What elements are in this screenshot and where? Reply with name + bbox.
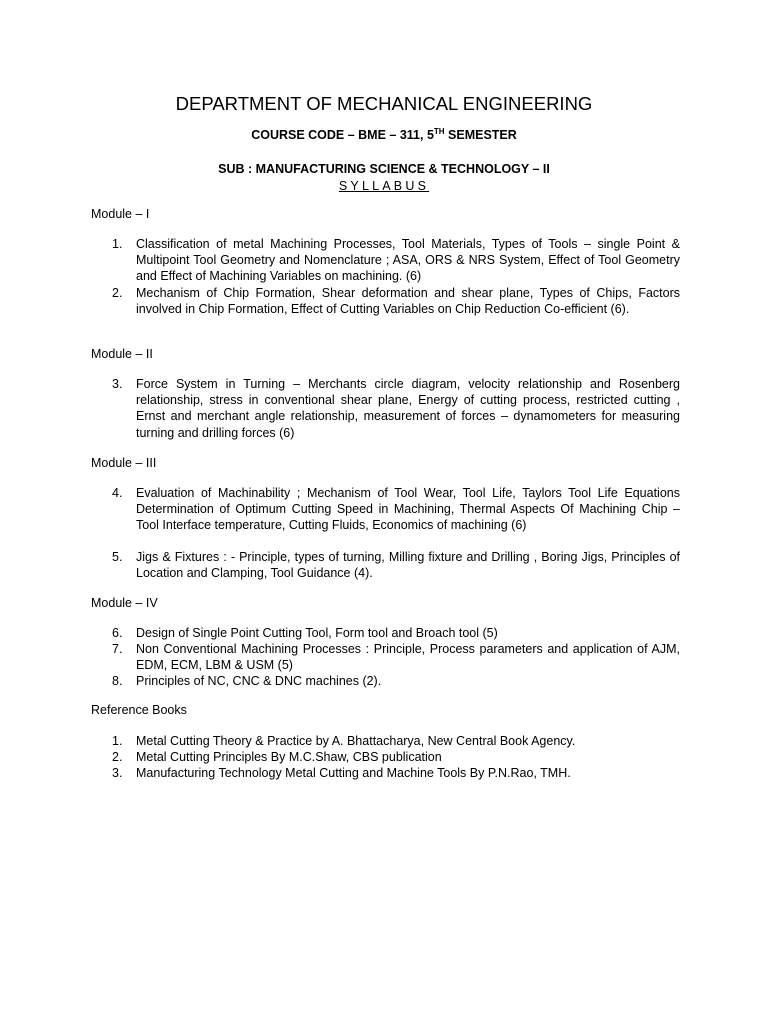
item-number: 2.	[112, 286, 123, 300]
module-2-heading: Module – II	[91, 347, 153, 361]
list-item	[112, 625, 680, 641]
list-item	[112, 285, 680, 317]
item-number: 3.	[112, 766, 123, 780]
item-text: Principles of NC, CNC & DNC machines (2).	[136, 674, 382, 688]
subject-title: SUB : MANUFACTURING SCIENCE & TECHNOLOGY – II	[218, 162, 550, 176]
department-title: DEPARTMENT OF MECHANICAL ENGINEERING	[175, 93, 593, 114]
list-item	[112, 485, 680, 534]
item-number: 4.	[112, 486, 123, 500]
module-1-heading: Module – I	[91, 207, 150, 221]
list-item	[112, 236, 680, 285]
reference-item	[112, 749, 680, 765]
item-text: Classification of metal Machining Processes, Tool Materials, Types of Tools – single Point & Multipoint Tool Geometry and Nomenclature ; ASA, ORS & NRS System, Effect of Tool Geometry and Effect of Machining Variables on machining. (6)	[136, 237, 680, 284]
reference-item	[112, 733, 680, 749]
item-text: Non Conventional Machining Processes : Principle, Process parameters and application of AJM, EDM, ECM, LBM & USM (5)	[136, 642, 680, 673]
list-item	[112, 549, 680, 581]
item-text: Jigs & Fixtures : - Principle, types of turning, Milling fixture and Drilling , Boring Jigs, Principles of Location and Clamping, Tool Guidance (4).	[136, 550, 680, 581]
module-4-heading: Module – IV	[91, 596, 158, 610]
list-item	[112, 673, 680, 689]
reference-books-heading: Reference Books	[91, 703, 187, 717]
reference-item	[112, 765, 680, 781]
course-code-prefix: COURSE CODE – BME – 311, 5	[251, 128, 434, 142]
item-text: Manufacturing Technology Metal Cutting and Machine Tools By P.N.Rao, TMH.	[136, 766, 571, 780]
item-text: Force System in Turning – Merchants circle diagram, velocity relationship and Rosenberg relationship, stress in conventional shear plane, Energy of cutting process, restricted cutting , Ernst and merchant angle relationship, measurement of forces – dynamometers for measuring turning and drilling forces (6)	[136, 377, 680, 440]
course-code-suffix: SEMESTER	[444, 128, 517, 142]
item-number: 7.	[112, 642, 123, 656]
syllabus-heading: SYLLABUS	[338, 179, 430, 193]
item-text: Evaluation of Machinability ; Mechanism of Tool Wear, Tool Life, Taylors Tool Life Equations Determination of Optimum Cutting Speed in Machining, Thermal Aspects Of Machining Chip – Tool Interface temperature, Cutting Fluids, Economics of machining (6)	[136, 486, 680, 533]
item-number: 8.	[112, 674, 123, 688]
item-number: 3.	[112, 377, 123, 391]
item-number: 1.	[112, 237, 123, 251]
list-item	[112, 641, 680, 673]
item-text: Metal Cutting Principles By M.C.Shaw, CBS publication	[136, 750, 442, 764]
item-number: 6.	[112, 626, 123, 640]
item-text: Design of Single Point Cutting Tool, Form tool and Broach tool (5)	[136, 626, 498, 640]
list-item	[112, 376, 680, 441]
course-code-superscript: TH	[433, 127, 445, 136]
module-3-heading: Module – III	[91, 456, 157, 470]
course-code	[0, 127, 768, 143]
item-text: Metal Cutting Theory & Practice by A. Bhattacharya, New Central Book Agency.	[136, 734, 576, 748]
item-text: Mechanism of Chip Formation, Shear deformation and shear plane, Types of Chips, Factors involved in Chip Formation, Effect of Cutting Variables on Chip Reduction Co-efficient (6).	[136, 286, 680, 317]
item-number: 2.	[112, 750, 123, 764]
item-number: 1.	[112, 734, 123, 748]
item-number: 5.	[112, 550, 123, 564]
